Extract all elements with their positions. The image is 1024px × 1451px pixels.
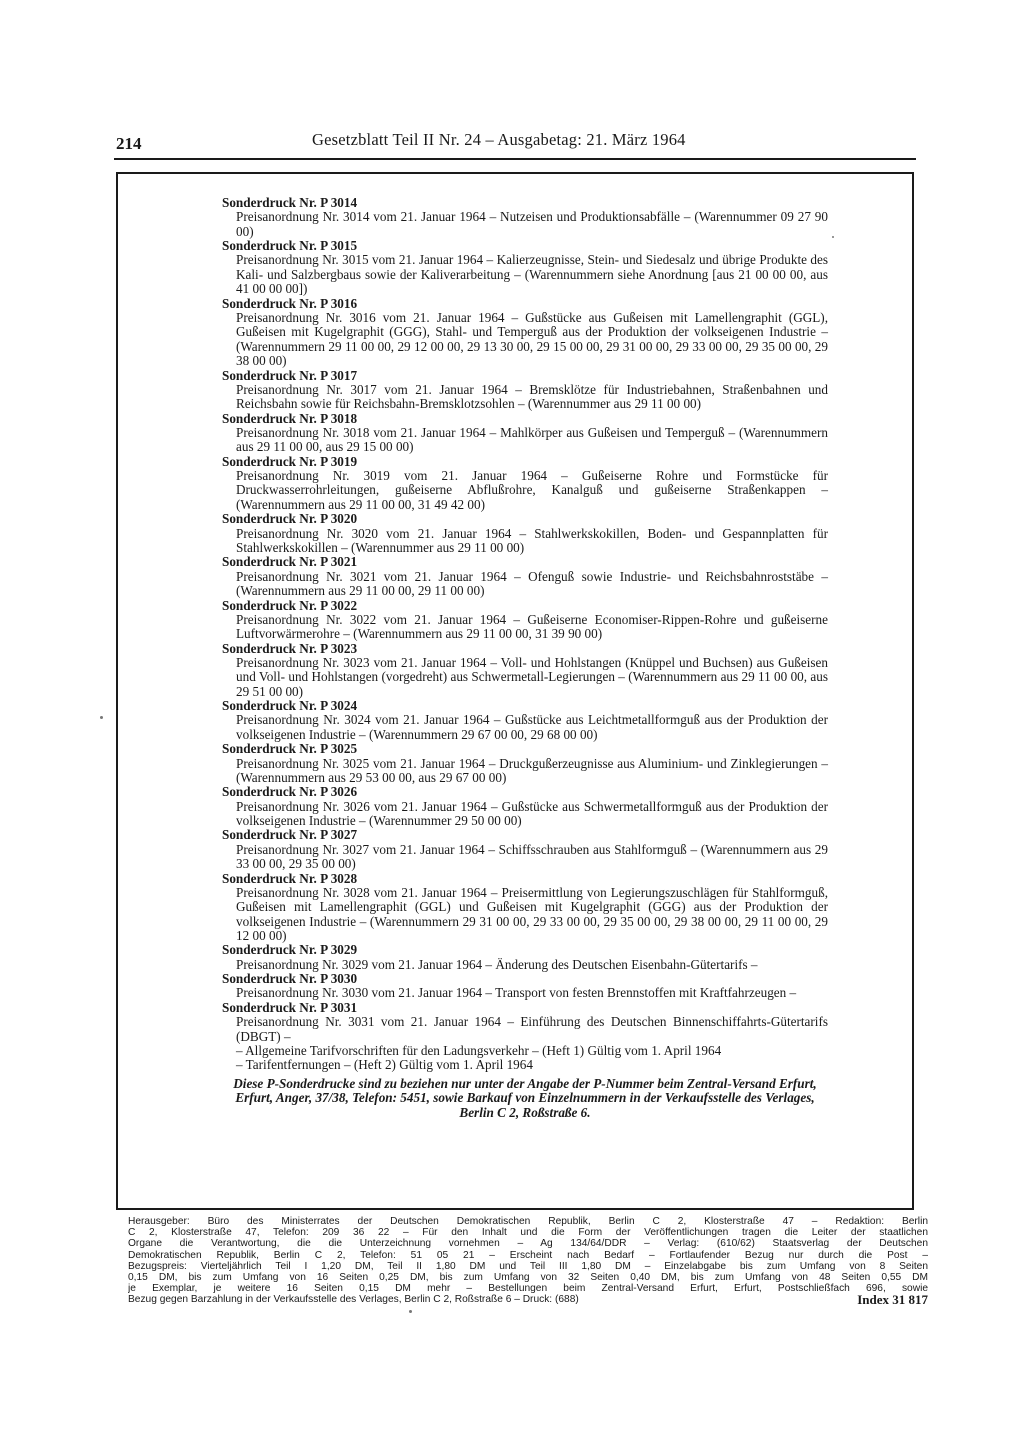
entry-title: Sonderdruck Nr. P 3020 bbox=[222, 511, 358, 527]
list-item bbox=[222, 297, 828, 369]
entry-list bbox=[222, 196, 828, 1120]
entry-text: Preisanordnung Nr. 3022 vom 21. Januar 1964 – Gußeiserne Economiser-Rippen-Rohre und gußeiserne Luftvorwärmerohre – (Warennummern aus 29 11 00 00, 31 39 90 00) bbox=[236, 611, 828, 642]
page-number: 214 bbox=[116, 134, 142, 153]
entry-title: Sonderdruck Nr. P 3022 bbox=[222, 597, 358, 613]
entry-text: Preisanordnung Nr. 3026 vom 21. Januar 1964 – Gußstücke aus Schwermetallformguß aus der Produktion der volkseigenen Industrie – (Warennummer 29 50 00 00) bbox=[236, 798, 828, 829]
entry-title: Sonderdruck Nr. P 3030 bbox=[222, 971, 358, 987]
imprint-line: Organe die Verantwortung, die die Unterzeichnung vornehmen – Ag 134/64/DDR – Verlag: (610/62) Staatsverlag der Deutschen bbox=[128, 1238, 928, 1250]
entry-text: Preisanordnung Nr. 3017 vom 21. Januar 1964 – Bremsklötze für Industriebahnen, Straßenbahnen und Reichsbahn sowie für Reichsbahn-Bremsklotzsohlen – (Warennummer aus 29 11 00 00) bbox=[236, 381, 828, 412]
entry-title: Sonderdruck Nr. P 3026 bbox=[222, 784, 358, 800]
entry-text: Preisanordnung Nr. 3031 vom 21. Januar 1964 – Einführung des Deutschen Binnenschiffahrts-Gütertarifs (DBGT) – bbox=[236, 1014, 828, 1044]
entry-text: Preisanordnung Nr. 3014 vom 21. Januar 1964 – Nutzeisen und Produktionsabfälle – (Warennummer 09 27 90 00) bbox=[236, 209, 828, 239]
imprint-line: Bezugspreis: Vierteljährlich Teil I 1,20 DM, Teil II 1,80 DM und Teil III 1,80 DM – Einzelabgabe bis zum Umfang von 8 Seiten bbox=[128, 1260, 928, 1272]
entry-text: Preisanordnung Nr. 3018 vom 21. Januar 1964 – Mahlkörper aus Gußeisen und Temperguß – (Warennummern aus 29 11 00 00, aus 29 15 00 00) bbox=[236, 424, 828, 455]
entry-title: Sonderdruck Nr. P 3025 bbox=[222, 741, 358, 757]
content-frame bbox=[116, 172, 914, 1210]
entry-title: Sonderdruck Nr. P 3017 bbox=[222, 367, 358, 383]
imprint-line: je Exemplar, je weitere 16 Seiten 0,15 DM mehr – Bestellungen beim Zentral-Versand Erfurt, Erfurt, Postschließfach 696, sowie bbox=[128, 1283, 928, 1295]
entry-subitem: – Allgemeine Tarifvorschriften für den Ladungsverkehr – (Heft 1) Gültig vom 1. April 1964 bbox=[236, 1043, 722, 1058]
list-item bbox=[222, 972, 828, 1001]
running-title: Gesetzblatt Teil II Nr. 24 – Ausgabetag: 21. März 1964 bbox=[312, 130, 686, 149]
imprint-last-line bbox=[128, 1292, 928, 1308]
imprint bbox=[128, 1216, 928, 1306]
imprint-line: Demokratischen Republik, Berlin C 2, Telefon: 51 05 21 – Erscheint nach Bedarf – Fortlaufender Bezug nur durch die Post – bbox=[128, 1249, 928, 1261]
entry-text: Preisanordnung Nr. 3021 vom 21. Januar 1964 – Ofenguß sowie Industrie- und Reichsbahnroststäbe – (Warennummern aus 29 11 00 00, 29 11 00 00) bbox=[236, 568, 828, 599]
entry-title: Sonderdruck Nr. P 3021 bbox=[222, 554, 358, 570]
list-item bbox=[222, 699, 828, 742]
list-item bbox=[222, 412, 828, 455]
entry-text: Preisanordnung Nr. 3020 vom 21. Januar 1964 – Stahlwerkskokillen, Boden- und Gespannplatten für Stahlwerkskokillen – (Warennummer aus 29 11 00 00) bbox=[236, 525, 828, 555]
entry-text: Preisanordnung Nr. 3023 vom 21. Januar 1964 – Voll- und Hohlstangen (Knüppel und Buchsen) aus Gußeisen und Voll- und Hohlstangen (vorgedreht) aus Schwermetall-Legierungen – (Warennummern aus 29 11 00 00, aus 29 51 00 00) bbox=[236, 654, 828, 699]
entry-title: Sonderdruck Nr. P 3019 bbox=[222, 453, 358, 469]
list-item bbox=[222, 642, 828, 700]
entry-title: Sonderdruck Nr. P 3024 bbox=[222, 698, 358, 714]
entry-title: Sonderdruck Nr. P 3014 bbox=[222, 195, 358, 210]
entry-title: Sonderdruck Nr. P 3028 bbox=[222, 870, 358, 886]
list-item bbox=[222, 1001, 828, 1073]
list-item bbox=[222, 555, 828, 598]
entry-text: Preisanordnung Nr. 3024 vom 21. Januar 1964 – Gußstücke aus Leichtmetallformguß aus der Produktion der volkseigenen Industrie – (Warennummern 29 67 00 00, 29 68 00 00) bbox=[236, 712, 828, 742]
paper-speck bbox=[409, 1310, 412, 1313]
list-item bbox=[222, 239, 828, 297]
entry-text: Preisanordnung Nr. 3029 vom 21. Januar 1964 – Änderung des Deutschen Eisenbahn-Gütertarifs – bbox=[236, 956, 758, 972]
entry-text: Preisanordnung Nr. 3027 vom 21. Januar 1964 – Schiffsschrauben aus Stahlformguß – (Warennummern aus 29 33 00 00, 29 35 00 00) bbox=[236, 841, 828, 872]
imprint-line: C 2, Klosterstraße 47, Telefon: 209 36 22 – Für den Inhalt und die Form der Veröffentlichungen tragen die Leiter der staatlichen bbox=[128, 1227, 928, 1239]
entry-title: Sonderdruck Nr. P 3015 bbox=[222, 238, 358, 254]
list-item bbox=[222, 512, 828, 555]
entry-title: Sonderdruck Nr. P 3029 bbox=[222, 942, 358, 958]
paper-speck bbox=[100, 716, 103, 719]
paper-speck bbox=[832, 236, 834, 238]
entry-title: Sonderdruck Nr. P 3016 bbox=[222, 295, 358, 311]
list-item bbox=[222, 943, 828, 972]
entry-title: Sonderdruck Nr. P 3031 bbox=[222, 999, 358, 1015]
entry-text: Preisanordnung Nr. 3015 vom 21. Januar 1964 – Kalierzeugnisse, Stein- und Siedesalz und übrige Produkte des Kali- und Salzbergbaus sowie der Kaliverarbeitung – (Warennummern siehe Anordnung [aus 21 00 00 00, aus 41 00 00 00]) bbox=[236, 252, 828, 297]
list-item bbox=[222, 828, 828, 871]
entry-text: Preisanordnung Nr. 3025 vom 21. Januar 1964 – Druckgußerzeugnisse aus Aluminium- und Zinklegierungen – (Warennummern aus 29 53 00 00, aus 29 67 00 00) bbox=[236, 755, 828, 785]
page-header bbox=[114, 128, 916, 160]
entry-text: Preisanordnung Nr. 3016 vom 21. Januar 1964 – Gußstücke aus Gußeisen mit Lamellengraphit (GGL), Gußeisen mit Kugelgraphit (GGG), Stahl- und Temperguß aus der Produktion der volkseigenen Industrie – (Warennummern 29 11 00 00, 29 12 00 00, 29 13 30 00, 29 15 00 00, 29 31 00 00, 29 33 00 00, 29 35 00 00, 29 38 00 00) bbox=[236, 309, 828, 369]
imprint-line: 0,15 DM, bis zum Umfang von 16 Seiten 0,25 DM, bis zum Umfang von 32 Seiten 0,40 DM, bis zum Umfang von 48 Seiten 0,55 DM bbox=[128, 1272, 928, 1284]
list-item bbox=[222, 785, 828, 828]
entry-title: Sonderdruck Nr. P 3023 bbox=[222, 640, 358, 656]
entry-text: Preisanordnung Nr. 3030 vom 21. Januar 1964 – Transport von festen Brennstoffen mit Kraftfahrzeugen – bbox=[236, 985, 797, 1001]
list-item bbox=[222, 196, 828, 239]
entry-title: Sonderdruck Nr. P 3018 bbox=[222, 410, 358, 426]
index-number: Index 31 817 bbox=[857, 1292, 928, 1308]
imprint-line: Herausgeber: Büro des Ministerrates der Deutschen Demokratischen Republik, Berlin C 2, Klosterstraße 47 – Redaktion: Berlin bbox=[128, 1216, 928, 1227]
list-item bbox=[222, 455, 828, 513]
entry-subitem: – Tarifentfernungen – (Heft 2) Gültig vom 1. April 1964 bbox=[236, 1057, 533, 1073]
entry-text: Preisanordnung Nr. 3028 vom 21. Januar 1964 – Preisermittlung von Legierungszuschlägen für Stahlformguß, Gußeisen mit Lamellengraphit (GGL) und Gußeisen mit Kugelgraphit (GGG) aus der Produktion der volkseigenen Industrie – (Warennummern 29 31 00 00, 29 33 00 00, 29 35 00 00, 29 38 00 00, 29 11 00 00, 29 12 00 00) bbox=[236, 884, 828, 944]
list-item bbox=[222, 369, 828, 412]
list-item bbox=[222, 872, 828, 944]
entry-text: Preisanordnung Nr. 3019 vom 21. Januar 1964 – Gußeiserne Rohre und Formstücke für Druckwasserrohrleitungen, gußeiserne Abflußrohre, Kanalguß und gußeiserne Straßenkappen – (Warennummern aus 29 11 00 00, 31 49 42 00) bbox=[236, 468, 828, 512]
list-item bbox=[222, 742, 828, 785]
ordering-notice: Diese P-Sonderdrucke sind zu beziehen nur unter der Angabe der P-Nummer beim Zentral-Versand Erfurt, Erfurt, Anger, 37/38, Telefon: 5451, sowie Barkauf von Einzelnummern in der Verkaufsstelle des Verlages, Berlin C 2, Roßstraße 6. bbox=[233, 1075, 817, 1120]
entry-title: Sonderdruck Nr. P 3027 bbox=[222, 827, 358, 843]
list-item bbox=[222, 599, 828, 642]
imprint-line: Bezug gegen Barzahlung in der Verkaufsstelle des Verlages, Berlin C 2, Roßstraße 6 – Druck: (688) bbox=[128, 1294, 579, 1306]
